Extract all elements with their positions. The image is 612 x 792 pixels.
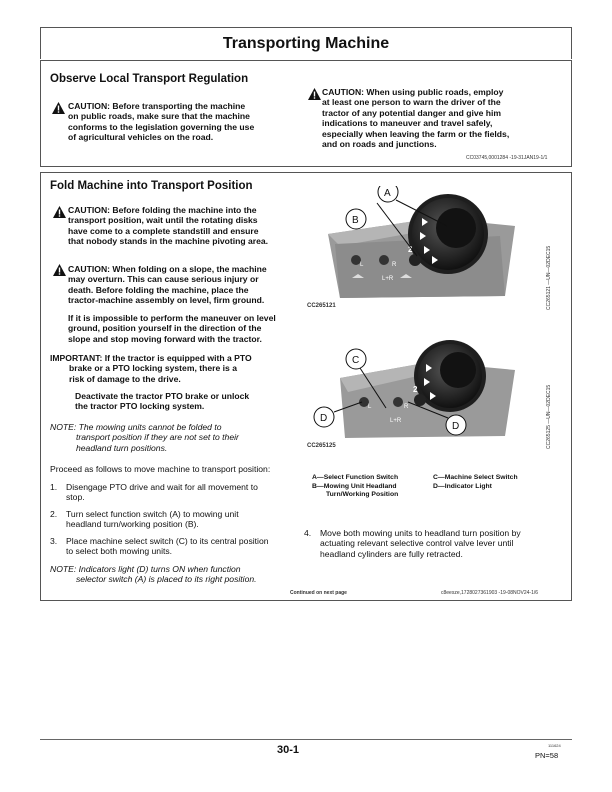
important-pto-brake: IMPORTANT: If the tractor is equipped with a PTO brake or a PTO locking system, there is a risk of damage to the drive. — [50, 353, 252, 384]
callout-a: A — [384, 188, 391, 199]
figure-select-function-switch — [300, 186, 545, 308]
important-pto-detail: Deactivate the tractor PTO brake or unlock the tractor PTO locking system. — [75, 391, 250, 412]
callout-c: C — [352, 355, 360, 366]
label-lr: L+R — [390, 418, 402, 424]
list-item: 1. Disengage PTO drive and wait for all movement to stop. — [50, 482, 258, 503]
caution-public-roads: CAUTION: When using public roads, employ at least one person to warn the driver of the tractor of any potential danger and give him indications to maneuver and travel safely, especially when leaving the farm or the fields, and on roads and junctions. — [322, 87, 510, 150]
label-l: L — [360, 262, 364, 268]
warning-icon — [53, 206, 66, 218]
caution-rotating-disks: CAUTION: Before folding the machine into the transport position, wait until the rotating disks have come to a complete standstill and ensure that nobody stands in the machine pivoting area. — [68, 205, 269, 247]
caution-slope-detail: If it is impossible to perform the maneuver on level ground, position yourself in the direction of the slope and stop moving forward with the tractor. — [68, 313, 276, 344]
page-pn: PN=58 — [535, 751, 559, 760]
figure-side-code: CC265121 —UN—02DEC15 — [546, 245, 552, 310]
figure-machine-select-switch — [300, 340, 545, 440]
figure-id: CC265121 — [307, 303, 336, 309]
footer-rule — [40, 739, 572, 740]
warning-icon — [53, 264, 66, 276]
callout-b: B — [352, 215, 359, 226]
section-heading: Fold Machine into Transport Position — [50, 180, 253, 192]
continued-label: Continued on next page — [290, 590, 347, 596]
page-number: 30-1 — [277, 744, 300, 756]
label-r: R — [392, 262, 397, 268]
label-2: 2 — [408, 245, 413, 254]
list-item: 4. Move both mowing units to headland turn position by actuating relevant selective control valve lever until headland cylinders are fully retracted. — [304, 528, 521, 559]
note-indicator: NOTE: Indicators light (D) turns ON when function selector switch (A) is placed to its right position. — [50, 564, 257, 585]
label-2: 2 — [413, 385, 418, 394]
list-item: 3. Place machine select switch (C) to its central position to select both mowing units. — [50, 536, 269, 557]
page-title: Transporting Machine — [222, 35, 390, 52]
figure-legend-right: C—Machine Select Switch D—Indicator Light — [433, 474, 518, 490]
warning-icon — [52, 102, 65, 114]
note-headland: NOTE: The mowing units cannot be folded to transport position if they are not set to their headland turn positions. — [50, 422, 239, 453]
reference-code: CC03745,0001284 -19-31JAN19-1/1 — [466, 155, 548, 161]
figure-legend-left: A—Select Function Switch B—Mowing Unit Headland Turn/Working Position — [312, 474, 399, 499]
footer-code: 111624 — [548, 743, 561, 748]
list-item: 2. Turn select function switch (A) to mowing unit headland turn/working position (B). — [50, 509, 239, 530]
proceed-text: Proceed as follows to move machine to transport position: — [50, 464, 271, 474]
caution-transport-legislation: CAUTION: Before transporting the machine on public roads, make sure that the machine conforms to the legislation governing the use of agricultural vehicles on the road. — [68, 101, 255, 143]
callout-d: D — [320, 413, 328, 424]
callout-d: D — [452, 421, 460, 432]
figure-id: CC265125 — [307, 443, 336, 449]
label-r: R — [404, 404, 409, 410]
label-lr: L+R — [382, 276, 394, 282]
label-l: L — [368, 404, 372, 410]
warning-icon — [308, 88, 321, 100]
figure-side-code: CC265125 —UN—02DEC15 — [546, 384, 552, 449]
reference-code: c8eesze,1728027361903 -19-08NOV24-1/6 — [441, 590, 539, 596]
caution-slope: CAUTION: When folding on a slope, the machine may overturn. This can cause serious injury or death. Before folding the machine, place the tractor-machine assembly on level, firm ground. — [68, 264, 267, 306]
section-heading: Observe Local Transport Regulation — [50, 73, 249, 85]
